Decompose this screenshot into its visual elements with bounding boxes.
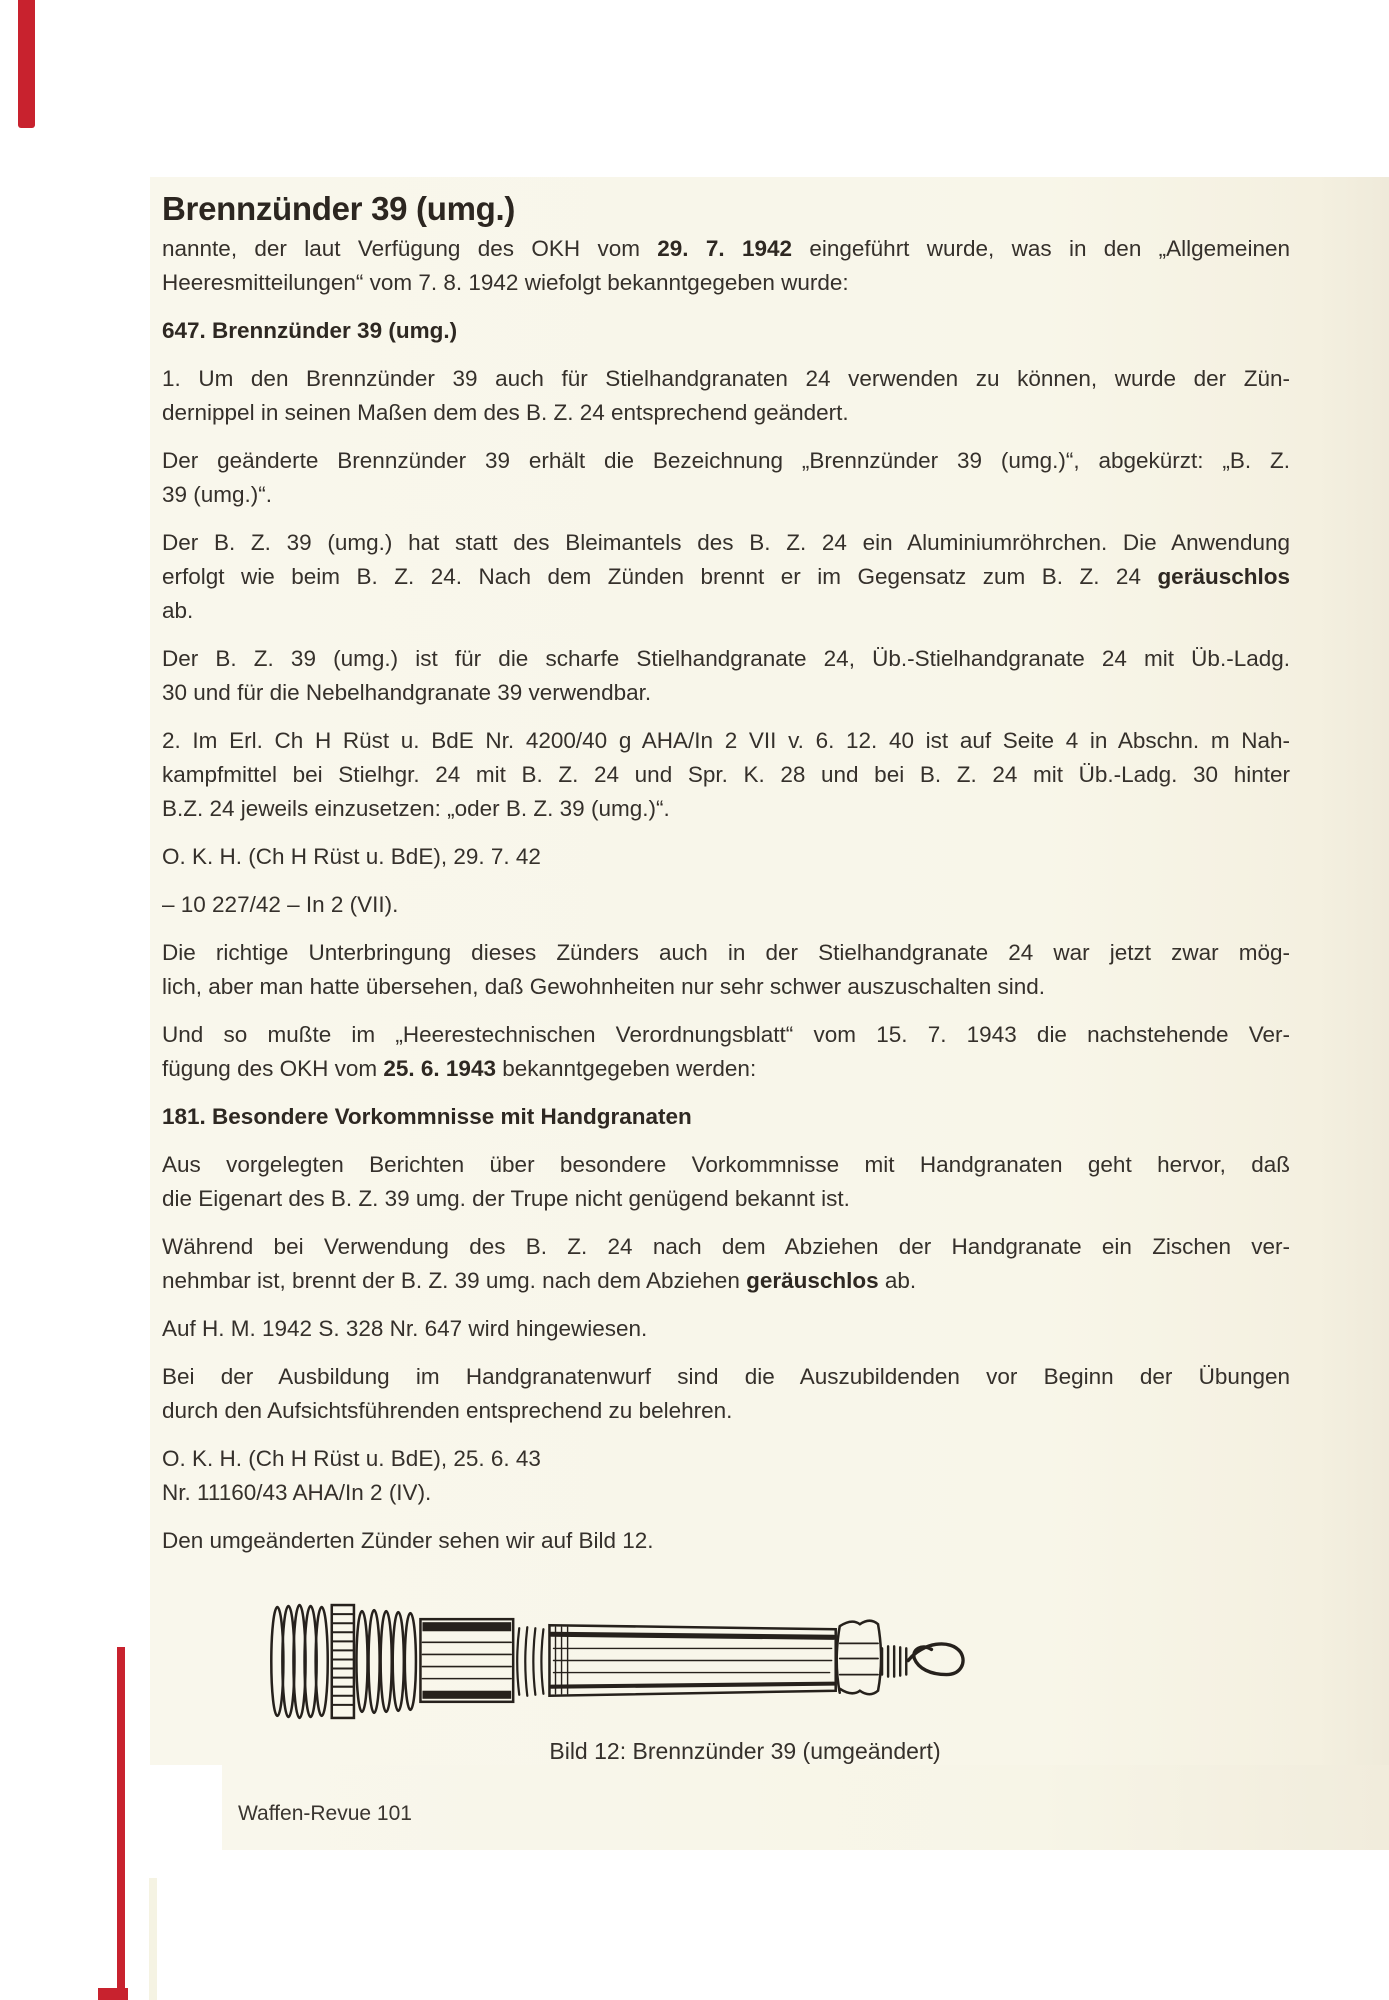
page-edge-mark-bottom-corner [98,1988,128,2000]
text-line: lich, aber man hatte übersehen, daß Gewohnheiten nur sehr schwer auszuschalten sind. [162,974,1046,999]
text-line: O. K. H. (Ch H Rüst u. BdE), 29. 7. 42 [162,844,541,869]
paragraph [162,1312,1290,1346]
page-footer: Waffen-Revue 101 [238,1802,412,1825]
text-line: – 10 227/42 – In 2 (VII). [162,892,399,917]
body-column [162,232,1290,1572]
text-line: erfolgt wie beim B. Z. 24. Nach dem Zünden brennt er im Gegensatz zum B. Z. 24 geräuschlos [162,564,1290,589]
text-line: 1. Um den Brennzünder 39 auch für Stielhandgranaten 24 verwenden zu können, wurde der Zün- [162,366,1290,391]
text-line: Während bei Verwendung des B. Z. 24 nach dem Abziehen der Handgranate ein Zischen ver- [162,1234,1290,1259]
paragraph [162,1476,1290,1510]
bold-text: 25. 6. 1943 [383,1056,496,1081]
text-line: O. K. H. (Ch H Rüst u. BdE), 25. 6. 43 [162,1446,541,1471]
paragraph [162,1148,1290,1216]
bold-text: geräuschlos [1157,564,1290,589]
paragraph [162,444,1290,512]
text-line: fügung des OKH vom 25. 6. 1943 bekanntgegeben werden: [162,1056,757,1081]
text-line: ab. [162,598,194,623]
figure-caption: Bild 12: Brennzünder 39 (umgeändert) [549,1738,941,1764]
text-line: 39 (umg.)“. [162,482,273,507]
text-line: Und so mußte im „Heerestechnischen Verordnungsblatt“ vom 15. 7. 1943 die nachstehende Ver- [162,1022,1290,1047]
paragraph [162,642,1290,710]
bold-text: 29. 7. 1942 [657,236,793,261]
section-heading [162,1100,1290,1134]
paragraph [162,1018,1290,1086]
text-line: die Eigenart des B. Z. 39 umg. der Trupe nicht genügend bekannt ist. [162,1186,850,1211]
section-heading [162,314,1290,348]
text-line: Die richtige Unterbringung dieses Zünders auch in der Stielhandgranate 24 war jetzt zwar mög- [162,940,1290,965]
text-line: 30 und für die Nebelhandgranate 39 verwendbar. [162,680,652,705]
paragraph [162,526,1290,628]
text-line: Nr. 11160/43 AHA/In 2 (IV). [162,1480,432,1505]
text-line: Bei der Ausbildung im Handgranatenwurf sind die Auszubildenden vor Beginn der Übungen [162,1364,1290,1389]
text-line: nannte, der laut Verfügung des OKH vom 29. 7. 1942 eingeführt wurde, was in den „Allgemeinen [162,236,1290,261]
text-line: kampfmittel bei Stielhgr. 24 mit B. Z. 24 und Spr. K. 28 und bei B. Z. 24 mit Üb.-Ladg. 30 hinter [162,762,1290,787]
paragraph [162,232,1290,300]
text-line: 181. Besondere Vorkommnisse mit Handgranaten [162,1104,692,1129]
paragraph [162,724,1290,826]
text-line: B.Z. 24 jeweils einzusetzen: „oder B. Z. 39 (umg.)“. [162,796,670,821]
paragraph [162,936,1290,1004]
text-line: nehmbar ist, brennt der B. Z. 39 umg. nach dem Abziehen geräuschlos ab. [162,1268,917,1293]
text-line: Der B. Z. 39 (umg.) hat statt des Bleimantels des B. Z. 24 ein Aluminiumröhrchen. Die Anwendung [162,530,1290,555]
fuze-drawing-svg [268,1598,968,1726]
scan-paper-edge-strip [149,1878,157,2000]
bold-text: geräuschlos [746,1268,879,1293]
fuze-illustration [268,1598,968,1726]
paragraph [162,362,1290,430]
text-line: dernippel in seinen Maßen dem des B. Z. 24 entsprechend geändert. [162,400,849,425]
text-line: 647. Brennzünder 39 (umg.) [162,318,458,343]
text-line: Der B. Z. 39 (umg.) ist für die scharfe Stielhandgranate 24, Üb.-Stielhandgranate 24 mit Üb.-Ladg. [162,646,1290,671]
text-line: 2. Im Erl. Ch H Rüst u. BdE Nr. 4200/40 g AHA/In 2 VII v. 6. 12. 40 ist auf Seite 4 in Abschn. m Nah- [162,728,1290,753]
paragraph [162,1230,1290,1298]
paragraph [162,1360,1290,1428]
text-line: Den umgeänderten Zünder sehen wir auf Bild 12. [162,1528,654,1553]
text-line: Auf H. M. 1942 S. 328 Nr. 647 wird hingewiesen. [162,1316,648,1341]
paragraph [162,840,1290,874]
page-edge-mark-bottom-line [117,1647,125,2000]
text-line: durch den Aufsichtsführenden entsprechend zu belehren. [162,1398,733,1423]
text-line: Heeresmitteilungen“ vom 7. 8. 1942 wiefolgt bekanntgegeben wurde: [162,270,849,295]
paragraph [162,1442,1290,1476]
paragraph [162,888,1290,922]
text-line: Der geänderte Brennzünder 39 erhält die Bezeichnung „Brennzünder 39 (umg.)“, abgekürzt: „B. Z. [162,448,1290,473]
paragraph [162,1524,1290,1558]
text-line: Aus vorgelegten Berichten über besondere Vorkommnisse mit Handgranaten geht hervor, daß [162,1152,1290,1177]
page-edge-mark-top [18,0,35,128]
page-title: Brennzünder 39 (umg.) [162,190,516,227]
